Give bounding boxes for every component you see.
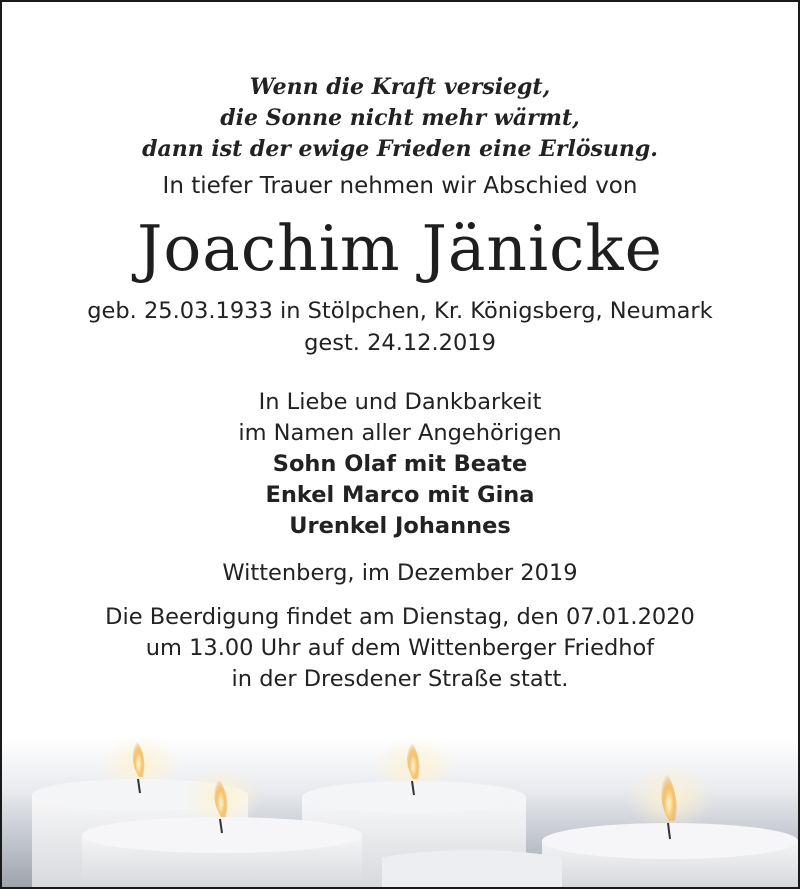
death-line: gest. 24.12.2019 (304, 330, 496, 356)
mourners-block (2, 387, 798, 542)
candles-image (2, 737, 798, 887)
mourners-intro-line: In Liebe und Dankbarkeit (258, 389, 542, 415)
poem (2, 72, 798, 165)
life-dates (2, 295, 798, 359)
funeral-line: um 13.00 Uhr auf dem Wittenberger Friedhof (145, 635, 655, 661)
family-member: Sohn Olaf mit Beate (272, 451, 528, 477)
intro-text: In tiefer Trauer nehmen wir Abschied von (162, 173, 638, 199)
candle-top (82, 817, 362, 853)
poem-line: dann ist der ewige Frieden eine Erlösung. (142, 136, 658, 162)
funeral-info (2, 602, 798, 695)
poem-line: Wenn die Kraft versiegt, (249, 74, 551, 100)
funeral-line: in der Dresdener Straße statt. (231, 666, 569, 692)
poem-line: die Sonne nicht mehr wärmt, (220, 105, 580, 131)
birth-line: geb. 25.03.1933 in Stölpchen, Kr. Königsberg, Neumark (87, 298, 713, 324)
candle-top (302, 781, 526, 813)
candle-body (382, 850, 562, 887)
place-date: Wittenberg, im Dezember 2019 (222, 560, 578, 586)
deceased-name: Joachim Jänicke (137, 212, 663, 285)
notice-text (2, 72, 798, 695)
family-member: Urenkel Johannes (289, 513, 511, 539)
candle-top (542, 823, 798, 859)
funeral-line: Die Beerdigung findet am Dienstag, den 07.01.2020 (105, 604, 695, 630)
mourners-intro-line: im Namen aller Angehörigen (238, 420, 562, 446)
family-member: Enkel Marco mit Gina (265, 482, 535, 508)
